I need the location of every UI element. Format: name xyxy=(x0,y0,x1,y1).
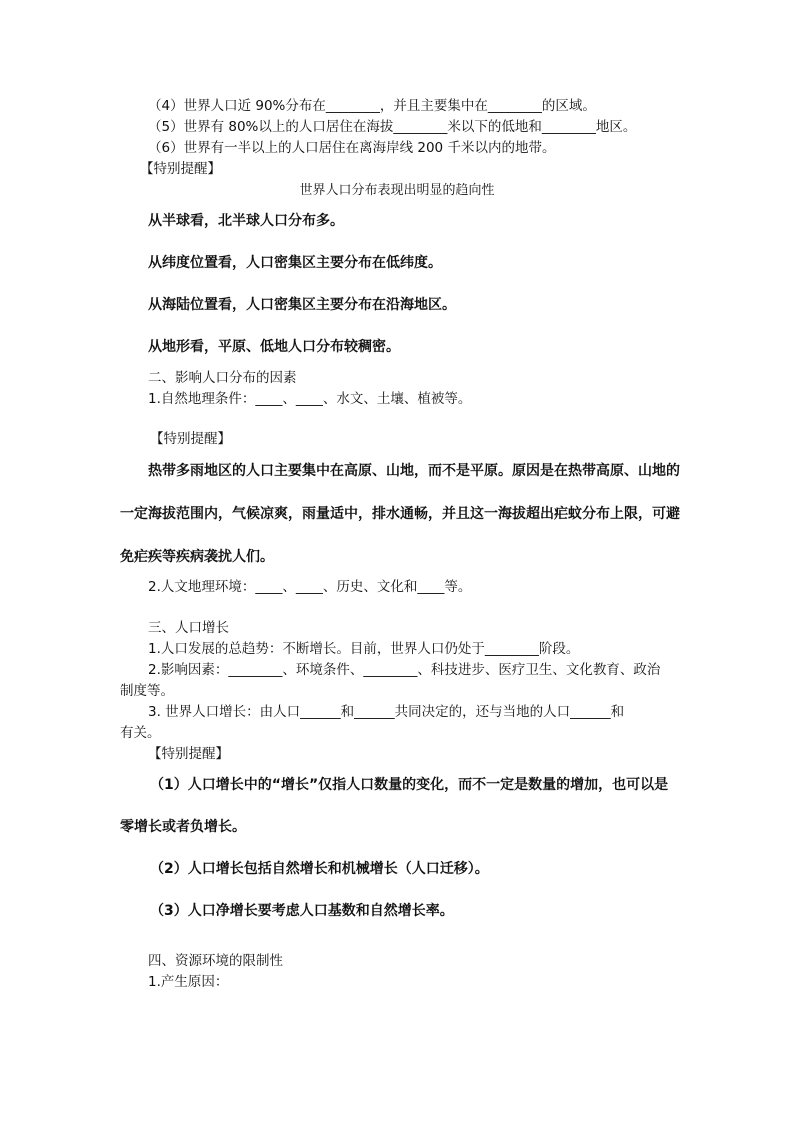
section-3-item-3-cont: 有关。 xyxy=(120,725,161,741)
item-5: （5）世界有 80%以上的人口居住在海拔________米以下的低地和________地区。 xyxy=(148,119,637,135)
tip-heading-3: 【特别提醒】 xyxy=(148,746,229,762)
section-3-item-3: 3. 世界人口增长：由人口______和______共同决定的，还与当地的人口______和 xyxy=(148,704,625,720)
tip-growth-1: （1）人口增长中的“增长”仅指人口数量的变化，而不一定是数量的增加，也可以是 xyxy=(150,777,669,793)
tip-growth-3: （3）人口净增长要考虑人口基数和自然增长率。 xyxy=(150,903,454,919)
tip-growth-1-cont: 零增长或者负增长。 xyxy=(120,819,246,835)
tip-heading-2: 【特别提醒】 xyxy=(150,431,231,447)
section-3-item-1: 1.人口发展的总趋势：不断增长。目前，世界人口仍处于________阶段。 xyxy=(148,641,580,657)
section-3-item-2-cont: 制度等。 xyxy=(120,683,174,699)
tip-paragraph-line-3: 免疟疾等疾病袭扰人们。 xyxy=(120,549,274,565)
tip-paragraph-line-2: 一定海拔范围内，气候凉爽，雨量适中，排水通畅，并且这一海拔超出疟蚊分布上限，可避 xyxy=(120,506,680,522)
tip-land-sea: 从海陆位置看，人口密集区主要分布在沿海地区。 xyxy=(148,297,456,313)
section-4-heading: 四、资源环境的限制性 xyxy=(148,953,283,969)
item-4: （4）世界人口近 90%分布在________，并且主要集中在________的区域。 xyxy=(148,98,596,114)
item-6: （6）世界有一半以上的人口居住在离海岸线 200 千米以内的地带。 xyxy=(148,140,556,156)
tip-latitude: 从纬度位置看，人口密集区主要分布在低纬度。 xyxy=(148,255,442,271)
section-2-heading: 二、影响人口分布的因素 xyxy=(148,370,297,386)
tip-heading-1: 【特别提醒】 xyxy=(140,161,221,177)
tip-growth-2: （2）人口增长包括自然增长和机械增长（人口迁移）。 xyxy=(150,861,489,877)
tip-hemisphere: 从半球看，北半球人口分布多。 xyxy=(148,213,344,229)
tip-terrain: 从地形看，平原、低地人口分布较稠密。 xyxy=(148,339,400,355)
section-3-item-2: 2.影响因素：________、环境条件、________、科技进步、医疗卫生、文化教育、政治 xyxy=(148,662,661,678)
tip-title: 世界人口分布表现出明显的趋向性 xyxy=(299,183,495,198)
section-2-item-1: 1.自然地理条件：____、____、水文、土壤、植被等。 xyxy=(148,391,472,407)
section-2-item-2: 2.人文地理环境：____、____、历史、文化和____等。 xyxy=(148,579,472,595)
tip-paragraph-line-1: 热带多雨地区的人口主要集中在高原、山地，而不是平原。原因是在热带高原、山地的 xyxy=(148,463,680,479)
section-4-item-1: 1.产生原因： xyxy=(148,974,229,990)
section-3-heading: 三、人口增长 xyxy=(148,620,229,636)
